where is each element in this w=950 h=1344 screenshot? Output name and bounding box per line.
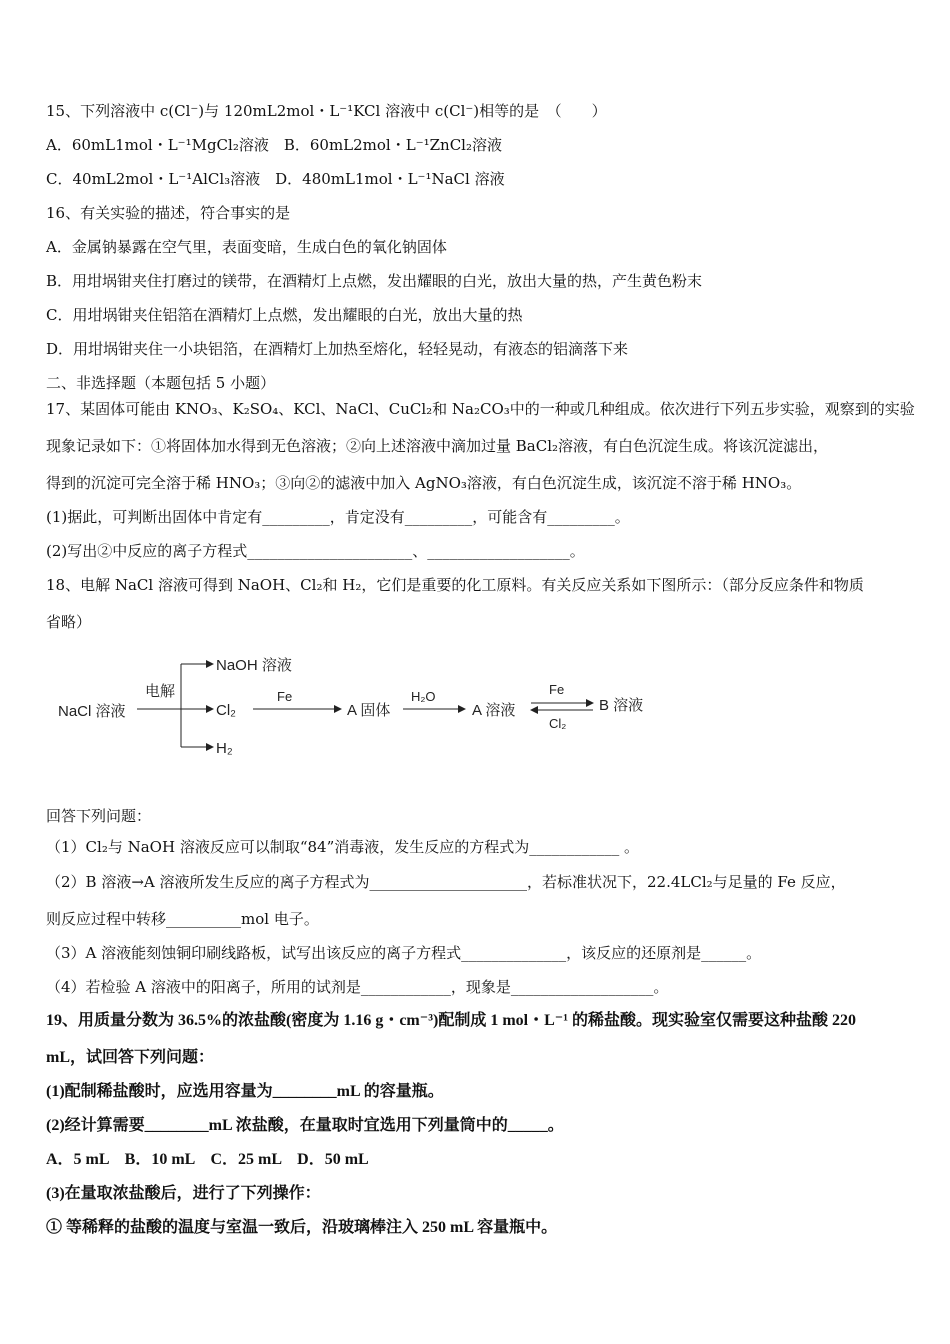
q18-line-2: 省略） <box>46 613 92 631</box>
q18-part-2a: （2）B 溶液→A 溶液所发生反应的离子方程式为_____________________，若标准状况下，22.4LCl₂与足量的 Fe 反应， <box>46 873 846 891</box>
cl2-label: Cl₂ <box>216 702 236 719</box>
q16-option-d: D．用坩埚钳夹住一小块铝箔，在酒精灯上加热至熔化，轻轻晃动，有液态的铝滴落下来 <box>46 340 629 358</box>
q19-part-2: (2)经计算需要________mL 浓盐酸，在量取时宜选用下列量筒中的_____。 <box>46 1117 564 1134</box>
q18-line-1: 18、电解 NaCl 溶液可得到 NaOH、Cl₂和 H₂，它们是重要的化工原料。有关反应关系如下图所示：（部分反应条件和物质 <box>46 576 864 594</box>
h2o-reagent-label: H₂O <box>411 689 436 704</box>
q16-option-a: A．金属钠暴露在空气里，表面变暗，生成白色的氧化钠固体 <box>46 238 447 256</box>
q18-part-3: （3）A 溶液能刻蚀铜印刷线路板，试写出该反应的离子方程式______________，该反应的还原剂是______。 <box>46 944 762 962</box>
q15-options-cd: C．40mL2mol・L⁻¹AlCl₃溶液 D．480mL1mol・L⁻¹NaCl 溶液 <box>46 170 505 188</box>
q19-line-1: 19、用质量分数为 36.5%的浓盐酸(密度为 1.16 g・cm⁻³)配制成 1 mol・L⁻¹ 的稀盐酸。现实验室仅需要这种盐酸 220 <box>46 1012 857 1029</box>
q17-part-2: (2)写出②中反应的离子方程式______________________、___________________。 <box>46 542 585 560</box>
a-solid-label: A 固体 <box>347 702 391 719</box>
q18-part-4: （4）若检验 A 溶液中的阳离子，所用的试剂是____________，现象是___________________。 <box>46 978 669 996</box>
q16-option-c: C．用坩埚钳夹住铝箔在酒精灯上点燃，发出耀眼的白光，放出大量的热 <box>46 306 523 324</box>
q19-options: A．5 mL B．10 mL C．25 mL D．50 mL <box>46 1151 369 1168</box>
q17-line-3: 得到的沉淀可完全溶于稀 HNO₃；③向②的滤液中加入 AgNO₃溶液，有白色沉淀生成，该沉淀不溶于稀 HNO₃。 <box>46 474 802 492</box>
q19-part-3: (3)在量取浓盐酸后，进行了下列操作： <box>46 1185 321 1202</box>
a-solution-label: A 溶液 <box>472 702 516 719</box>
q15-stem: 15、下列溶液中 c(Cl⁻)与 120mL2mol・L⁻¹KCl 溶液中 c(Cl⁻)相等的是 （ ） <box>46 102 607 120</box>
q18-part-1: （1）Cl₂与 NaOH 溶液反应可以制取“84”消毒液，发生反应的方程式为____________ 。 <box>46 838 640 856</box>
h2-label: H₂ <box>216 740 233 757</box>
q17-part-1: (1)据此，可判断出固体中肯定有_________，肯定没有_________，可能含有_________。 <box>46 508 630 526</box>
q18-part-2b: 则反应过程中转移__________mol 电子。 <box>46 910 319 928</box>
fe-reagent-label: Fe <box>277 689 293 704</box>
q16-option-b: B．用坩埚钳夹住打磨过的镁带，在酒精灯上点燃，发出耀眼的白光，放出大量的热，产生黄色粉末 <box>46 272 703 290</box>
naoh-solution-label: NaOH 溶液 <box>216 657 292 674</box>
q16-stem: 16、有关实验的描述，符合事实的是 <box>46 204 291 222</box>
electrolysis-label: 电解 <box>145 683 176 700</box>
q15-options-ab: A．60mL1mol・L⁻¹MgCl₂溶液 B．60mL2mol・L⁻¹ZnCl₂溶液 <box>46 136 502 154</box>
q19-line-2: mL，试回答下列问题： <box>46 1049 215 1066</box>
q19-part-1: (1)配制稀盐酸时，应选用容量为________mL 的容量瓶。 <box>46 1083 444 1100</box>
b-solution-label: B 溶液 <box>599 697 644 714</box>
reaction-diagram <box>55 648 675 768</box>
q17-line-2: 现象记录如下：①将固体加水得到无色溶液；②向上述溶液中滴加过量 BaCl₂溶液，有白色沉淀生成。将该沉淀滤出， <box>46 437 829 455</box>
q17-line-1: 17、某固体可能由 KNO₃、K₂SO₄、KCl、NaCl、CuCl₂和 Na₂CO₃中的一种或几种组成。依次进行下列五步实验，观察到的实验 <box>46 400 915 418</box>
q19-step-1: ① 等稀释的盐酸的温度与室温一致后，沿玻璃棒注入 250 mL 容量瓶中。 <box>46 1219 558 1236</box>
q18-answer-intro: 回答下列问题： <box>46 807 152 825</box>
section-heading: 二、非选择题（本题包括 5 小题） <box>46 374 276 392</box>
cl2-reagent-label: Cl₂ <box>549 716 567 731</box>
nacl-solution-label: NaCl 溶液 <box>58 703 126 720</box>
fe-reagent-label-2: Fe <box>549 682 565 697</box>
